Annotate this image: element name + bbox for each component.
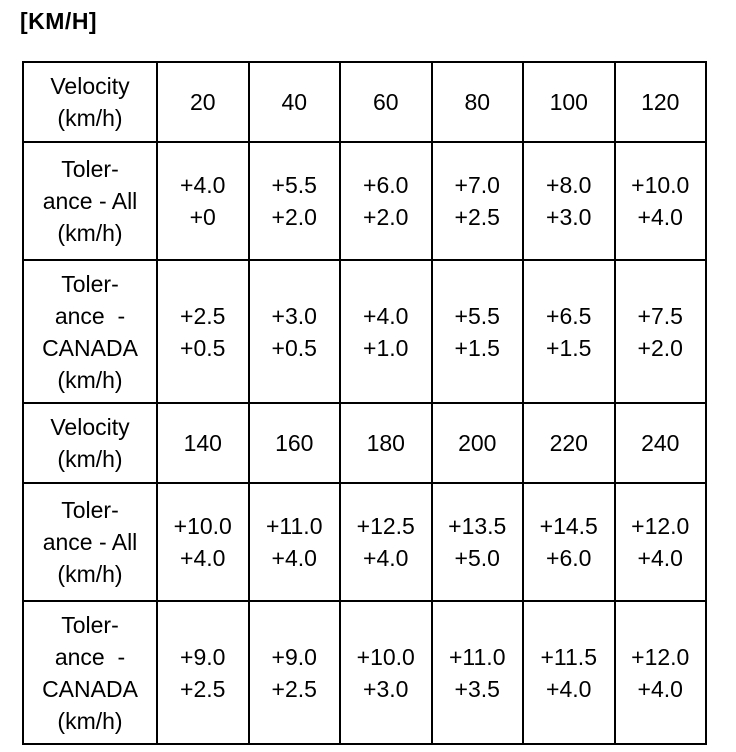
tolerance-plus-value: +9.0	[180, 643, 226, 670]
velocity-value-cell: 80	[432, 62, 524, 142]
tolerance-minus-value: +2.0	[637, 334, 683, 361]
velocity-value-cell: 140	[157, 403, 249, 483]
tolerance-all-value-cell	[340, 142, 432, 260]
tolerance-all-value-cell	[615, 483, 707, 601]
tolerance-all-value-cell	[249, 483, 341, 601]
speed-tolerance-table	[22, 61, 707, 745]
row-label-line: Velocity	[50, 73, 130, 99]
velocity-value-cell: 60	[340, 62, 432, 142]
row-label-line: Toler-	[61, 270, 119, 297]
tolerance-minus-value: +6.0	[546, 545, 592, 571]
tolerance-all-value-cell	[432, 142, 524, 260]
tolerance-minus-value: +3.5	[454, 675, 500, 702]
tolerance-plus-value: +5.5	[271, 172, 317, 198]
row-label-line: CANADA	[42, 334, 138, 361]
tolerance-minus-value: +0.5	[271, 334, 317, 361]
velocity-label-cell	[23, 403, 157, 483]
tolerance-all-value-cell	[340, 483, 432, 601]
row-label-line: CANADA	[42, 675, 138, 702]
tolerance-minus-value: +0.5	[180, 334, 226, 361]
tolerance-all-label-cell	[23, 142, 157, 260]
tolerance-plus-value: +4.0	[180, 172, 226, 198]
tolerance-minus-value: +4.0	[637, 675, 683, 702]
tolerance-canada-value-cell	[249, 601, 341, 744]
tolerance-canada-label-cell	[23, 260, 157, 403]
tolerance-all-row	[23, 483, 706, 601]
tolerance-minus-value: +4.0	[637, 545, 683, 571]
velocity-value-cell: 20	[157, 62, 249, 142]
tolerance-canada-value-cell	[340, 260, 432, 403]
row-label-line: ance - All	[42, 188, 138, 214]
row-label-line: (km/h)	[57, 220, 123, 246]
velocity-value-cell: 200	[432, 403, 524, 483]
tolerance-canada-value-cell	[432, 601, 524, 744]
tolerance-all-value-cell	[157, 142, 249, 260]
tolerance-minus-value: +2.5	[180, 675, 226, 702]
tolerance-plus-value: +14.5	[539, 513, 598, 539]
tolerance-canada-row	[23, 601, 706, 744]
row-label-line: ance -	[54, 643, 126, 670]
tolerance-plus-value: +7.0	[454, 172, 500, 198]
tolerance-plus-value: +11.0	[449, 643, 506, 670]
tolerance-plus-value: +10.0	[173, 513, 232, 539]
tolerance-minus-value: +4.0	[637, 204, 683, 230]
tolerance-plus-value: +4.0	[363, 302, 409, 329]
velocity-value-cell: 100	[523, 62, 615, 142]
velocity-value-cell: 40	[249, 62, 341, 142]
tolerance-minus-value: +2.5	[454, 204, 500, 230]
velocity-value-cell: 120	[615, 62, 707, 142]
tolerance-plus-value: +3.0	[271, 302, 317, 329]
tolerance-canada-value-cell	[615, 260, 707, 403]
tolerance-plus-value: +10.0	[356, 643, 415, 670]
row-label-line: (km/h)	[57, 366, 123, 393]
tolerance-canada-value-cell	[523, 260, 615, 403]
table-body	[23, 62, 706, 744]
tolerance-plus-value: +5.5	[454, 302, 500, 329]
tolerance-plus-value: +12.5	[356, 513, 415, 539]
tolerance-plus-value: +11.5	[540, 643, 597, 670]
tolerance-plus-value: +12.0	[631, 643, 690, 670]
tolerance-plus-value: +12.0	[631, 513, 690, 539]
tolerance-canada-value-cell	[157, 260, 249, 403]
tolerance-plus-value: +6.5	[546, 302, 592, 329]
velocity-label-cell	[23, 62, 157, 142]
tolerance-minus-value: +4.0	[271, 545, 317, 571]
tolerance-canada-value-cell	[340, 601, 432, 744]
tolerance-plus-value: +11.0	[266, 513, 323, 539]
unit-title: [KM/H]	[20, 8, 98, 34]
row-label-line: Toler-	[61, 611, 119, 638]
tolerance-minus-value: +0	[189, 204, 216, 230]
tolerance-all-label-cell	[23, 483, 157, 601]
velocity-value-cell: 220	[523, 403, 615, 483]
velocity-row	[23, 403, 706, 483]
tolerance-minus-value: +1.0	[363, 334, 409, 361]
tolerance-all-row	[23, 142, 706, 260]
tolerance-minus-value: +2.5	[271, 675, 317, 702]
tolerance-plus-value: +8.0	[546, 172, 592, 198]
tolerance-plus-value: +6.0	[363, 172, 409, 198]
tolerance-plus-value: +9.0	[271, 643, 317, 670]
tolerance-minus-value: +5.0	[454, 545, 500, 571]
row-label-line: (km/h)	[57, 446, 123, 472]
tolerance-minus-value: +3.0	[546, 204, 592, 230]
tolerance-canada-row	[23, 260, 706, 403]
velocity-value-cell: 160	[249, 403, 341, 483]
tolerance-all-value-cell	[432, 483, 524, 601]
tolerance-plus-value: +13.5	[448, 513, 507, 539]
tolerance-plus-value: +2.5	[180, 302, 226, 329]
tolerance-canada-value-cell	[432, 260, 524, 403]
tolerance-canada-value-cell	[615, 601, 707, 744]
velocity-value-cell: 240	[615, 403, 707, 483]
row-label-line: (km/h)	[57, 707, 123, 734]
tolerance-plus-value: +7.5	[637, 302, 683, 329]
tolerance-plus-value: +10.0	[631, 172, 690, 198]
row-label-line: ance - All	[42, 529, 138, 555]
tolerance-all-value-cell	[615, 142, 707, 260]
tolerance-canada-label-cell	[23, 601, 157, 744]
tolerance-all-value-cell	[249, 142, 341, 260]
row-label-line: Toler-	[61, 497, 119, 523]
tolerance-minus-value: +3.0	[363, 675, 409, 702]
tolerance-all-value-cell	[523, 483, 615, 601]
tolerance-minus-value: +4.0	[180, 545, 226, 571]
tolerance-minus-value: +2.0	[271, 204, 317, 230]
tolerance-minus-value: +1.5	[454, 334, 500, 361]
row-label-line: (km/h)	[57, 561, 123, 587]
row-label-line: Toler-	[61, 156, 119, 182]
tolerance-canada-value-cell	[523, 601, 615, 744]
velocity-value-cell: 180	[340, 403, 432, 483]
tolerance-minus-value: +4.0	[363, 545, 409, 571]
tolerance-canada-value-cell	[157, 601, 249, 744]
tolerance-all-value-cell	[157, 483, 249, 601]
velocity-row	[23, 62, 706, 142]
tolerance-canada-value-cell	[249, 260, 341, 403]
row-label-line: Velocity	[50, 414, 130, 440]
row-label-line: (km/h)	[57, 105, 123, 131]
row-label-line: ance -	[54, 302, 126, 329]
tolerance-minus-value: +2.0	[363, 204, 409, 230]
tolerance-all-value-cell	[523, 142, 615, 260]
tolerance-minus-value: +1.5	[546, 334, 592, 361]
tolerance-minus-value: +4.0	[546, 675, 592, 702]
